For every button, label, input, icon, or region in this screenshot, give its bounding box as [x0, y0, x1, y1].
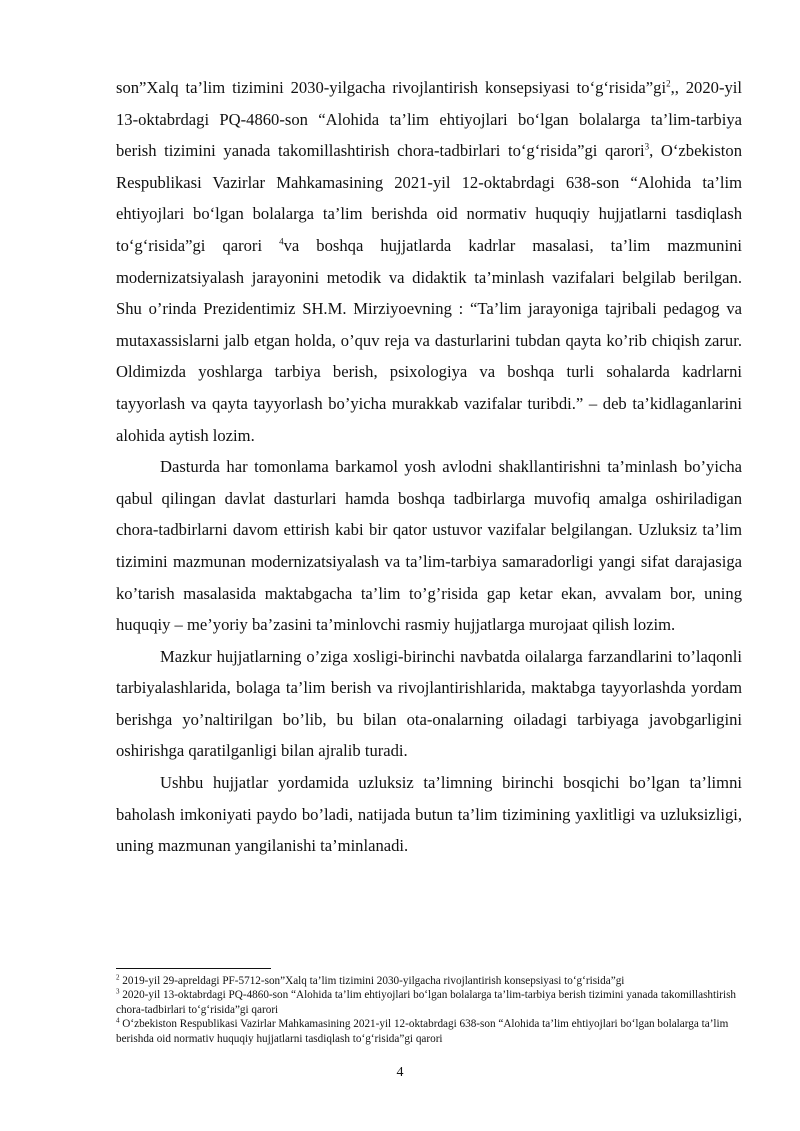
footnote-text: 2020-yil 13-oktabrdagi PQ-4860-son “Alohida ta’lim ehtiyojlari bo‘lgan bolalarga ta’lim-tarbiya berish tizimini yanada takomillashtirish chora-tadbirlari to‘g‘risida”gi qarori	[116, 989, 737, 1016]
footnote-2	[116, 974, 742, 988]
footnotes	[116, 974, 742, 1046]
paragraph-1-text-c: , O‘zbekiston Respublikasi Vazirlar Mahkamasining 2021-yil 12-oktabrdagi 638-son “Alohida ta’lim ehtiyojlari bo‘lgan bolalarga ta’lim berishda oid normativ huquqiy hujjatlarni tasdiqlash to‘g‘risida”gi qarori	[116, 141, 742, 255]
footnote-4	[116, 1017, 742, 1046]
footnote-ref-4[interactable]: 4	[279, 236, 284, 247]
paragraph-1	[116, 72, 742, 451]
footnote-number: 3	[116, 987, 120, 996]
footnote-number: 4	[116, 1016, 120, 1025]
footnote-number: 2	[116, 973, 120, 982]
paragraph-1-text-a: son”Xalq ta’lim tizimini 2030-yilgacha rivojlantirish konsepsiyasi to‘g‘risida”gi	[116, 78, 667, 97]
paragraph-2: Dasturda har tomonlama barkamol yosh avlodni shakllantirishni ta’minlash bo’yicha qabul qilingan davlat dasturlari hamda boshqa tadbirlarga muvofiq amalga oshiriladigan chora-tadbirlarni davom ettirish kabi bir qator ustuvor vazifalar belgilangan. Uzluksiz ta’lim tizimini mazmunan modernizatsiyalash va ta’lim-tarbiya samaradorligi yangi sifat darajasiga ko’tarish masalasida maktabgacha ta’lim to’g’risida gap ketar ekan, avvalam bor, uning huquqiy – me’yoriy ba’zasini ta’minlovchi rasmiy hujjatlarga murojaat qilish lozim.	[116, 457, 742, 635]
paragraph-4: Ushbu hujjatlar yordamida uzluksiz ta’limning birinchi bosqichi bo’lgan ta’limni baholash imkoniyati paydo bo’ladi, natijada butun ta’lim tizimining yaxlitligi va uzluksizligi, uning mazmunan yangilanishi ta’minlanadi.	[116, 773, 742, 856]
footnote-3	[116, 988, 742, 1017]
footnote-ref-2[interactable]: 2	[666, 78, 671, 89]
document-page	[116, 72, 742, 862]
footnote-separator	[116, 968, 271, 969]
paragraph-1-text-b: ,, 2020-yil 13-oktabrdagi PQ-4860-son “Alohida ta’lim ehtiyojlari bo‘lgan bolalarga ta’lim-tarbiya berish tizimini yanada takomillashtirish chora-tadbirlari to‘g‘risida”gi qarori	[116, 78, 742, 161]
paragraph-1-text-d: va boshqa hujjatlarda kadrlar masalasi, ta’lim mazmunini modernizatsiyalash jarayonini metodik va didaktik ta’minlash vazifalari belgilab berilgan. Shu o’rinda Prezidentimiz SH.M. Mirziyoevning : “Ta’lim jarayoniga tajribali pedagog va mutaxassislarni jalb etgan holda, o’quv reja va dasturlarini tubdan qayta ko’rib chiqish zarur. Oldimizda yoshlarga tarbiya berish, psixologiya va boshqa turli sohalarda kadrlarni tayyorlash va qayta tayyorlash bo’yicha murakkab vazifalar turibdi.” – deb ta’kidlaganlarini alohida aytish lozim.	[116, 235, 742, 445]
page-number: 4	[396, 1065, 404, 1080]
paragraph-3: Mazkur hujjatlarning o’ziga xosligi-birinchi navbatda oilalarga farzandlarini to’laqonli tarbiyalashlarida, bolaga ta’lim berish va rivojlantirishlarida, maktabga tayyorlashda yordam berishga yo’naltirilgan bo’lib, bu bilan ota-onalarning oiladagi tarbiyaga javobgarligini oshirishga qaratilganligi bilan ajralib turadi.	[116, 646, 742, 761]
footnote-ref-3[interactable]: 3	[644, 141, 650, 152]
footnote-text: O‘zbekiston Respublikasi Vazirlar Mahkamasining 2021-yil 12-oktabrdagi 638-son “Alohida ta’lim ehtiyojlari bo‘lgan bolalarga ta’lim berishda oid normativ huquqiy hujjatlarni tasdiqlash to‘g‘risida”gi qarori	[116, 1018, 729, 1045]
footnote-text: 2019-yil 29-apreldagi PF-5712-son”Xalq ta’lim tizimini 2030-yilgacha rivojlantirish konsepsiyasi to‘g‘risida”gi	[119, 975, 625, 987]
